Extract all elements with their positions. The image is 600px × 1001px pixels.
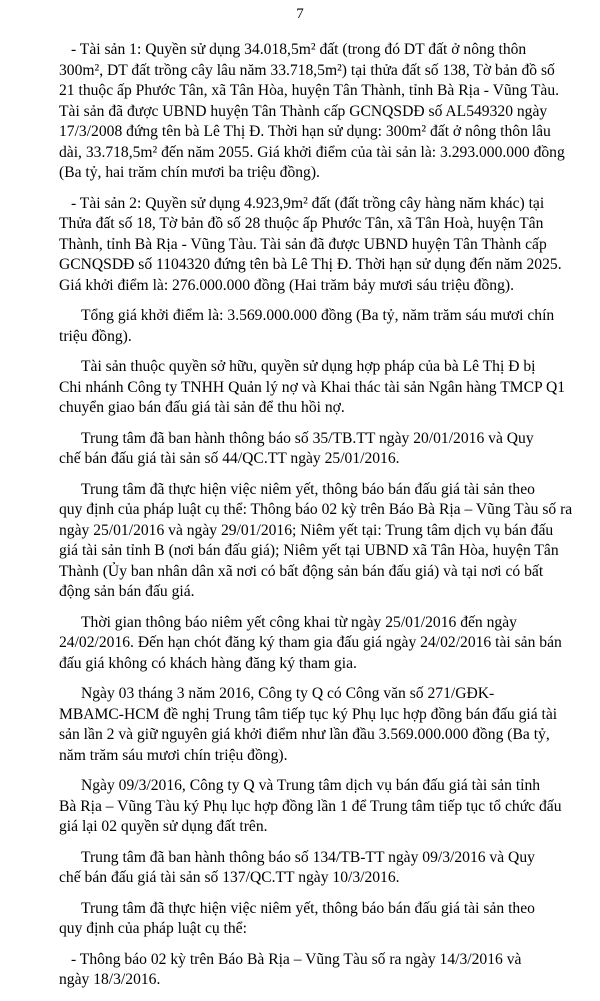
text-line: chuyển giao bán đấu giá tài sản để thu hồi nợ.: [59, 399, 345, 416]
text-line: Ngày 03 tháng 3 năm 2016, Công ty Q có Công văn số 271/GĐK-: [81, 685, 495, 702]
paragraph-newspaper-notice: [59, 950, 562, 991]
paragraph-ownership: [59, 357, 566, 419]
paragraph-posting-2: [59, 899, 562, 940]
text-line: động sản bán đấu giá.: [59, 583, 195, 600]
paragraph-appendix-1: [59, 776, 562, 838]
text-line: 21 thuộc ấp Phước Tân, xã Tân Hòa, huyện Tân Thành, tỉnh Bà Rịa - Vũng Tàu.: [59, 82, 560, 99]
paragraph-posting-period: [59, 613, 562, 675]
text-line: năm trăm sáu mươi chín triệu đồng).: [59, 746, 288, 764]
text-line: Giá khởi điểm là: 276.000.000 đồng (Hai trăm bảy mươi sáu triệu đồng).: [59, 276, 514, 294]
text-line: chế bán đấu giá tài sản số 137/QC.TT ngày 10/3/2016.: [59, 869, 400, 886]
text-line: Thành (Ủy ban nhân dân xã nơi có bất động sản bán đấu giá) và tại nơi có bất: [59, 562, 544, 580]
text-line: sản lần 2 và giữ nguyên giá khởi điểm như lần đầu 3.569.000.000 đồng (Ba tỷ,: [59, 726, 550, 743]
paragraph-asset-2: [59, 194, 562, 297]
text-line: ngày 18/3/2016.: [59, 971, 161, 988]
text-line: ngày 25/01/2016 và ngày 29/01/2016; Niêm yết tại: Trung tâm dịch vụ bán đấu: [59, 521, 554, 539]
text-line: Trung tâm đã ban hành thông báo số 134/TB-TT ngày 09/3/2016 và Quy: [81, 848, 535, 866]
text-line: quy định của pháp luật cụ thể: Thông báo 02 kỳ trên Báo Bà Rịa – Vũng Tàu số ra: [59, 501, 573, 518]
paragraph-posting-1: [59, 480, 573, 603]
paragraph-notice-35: [59, 429, 562, 470]
paragraph-notice-134: [59, 848, 562, 889]
text-line: - Thông báo 02 kỳ trên Báo Bà Rịa – Vũng Tàu số ra ngày 14/3/2016 và: [71, 950, 522, 968]
text-line: GCNQSDĐ số 1104320 đứng tên bà Lê Thị Đ. Thời hạn sử dụng đến năm 2025.: [59, 256, 562, 273]
text-line: dài, 33.718,5m² đến năm 2055. Giá khởi điểm của tài sản là: 3.293.000.000 đồng: [59, 143, 565, 161]
text-line: quy định của pháp luật cụ thể:: [59, 920, 247, 937]
text-line: 300m², DT đất trồng cây lâu năm 33.718,5m²) tại thửa đất số 138, Tờ bản đồ số: [59, 61, 555, 79]
text-line: Bà Rịa – Vũng Tàu ký Phụ lục hợp đồng lần 1 để Trung tâm tiếp tục tổ chức đấu: [59, 797, 562, 815]
paragraph-dispatch-271: [59, 684, 562, 766]
text-line: (Ba tỷ, hai trăm chín mươi ba triệu đồng).: [59, 164, 320, 181]
text-line: giá tài sản tỉnh B (nơi bán đấu giá); Niêm yết tại UBND xã Tân Hòa, huyện Tân: [59, 542, 559, 559]
paragraph-total-price: [59, 306, 562, 347]
document-body: [59, 40, 573, 1001]
text-line: đấu giá không có khách hàng đăng ký tham gia.: [59, 654, 357, 672]
text-line: Tổng giá khởi điểm là: 3.569.000.000 đồng (Ba tỷ, năm trăm sáu mươi chín: [81, 307, 555, 324]
text-line: giá lại 02 quyền sử dụng đất trên.: [59, 818, 268, 835]
text-line: chế bán đấu giá tài sản số 44/QC.TT ngày 25/01/2016.: [59, 450, 400, 467]
text-line: 24/02/2016. Đến hạn chót đăng ký tham gia đấu giá ngày 24/02/2016 tài sản bán: [59, 634, 562, 651]
paragraph-asset-1: [59, 40, 565, 184]
text-line: MBAMC-HCM đề nghị Trung tâm tiếp tục ký Phụ lục hợp đồng bán đấu giá tài: [59, 705, 558, 723]
text-line: Trung tâm đã thực hiện việc niêm yết, thông báo bán đấu giá tài sản theo: [81, 480, 535, 498]
page-number: 7: [296, 6, 304, 22]
text-line: Tài sản thuộc quyền sở hữu, quyền sử dụng hợp pháp của bà Lê Thị Đ bị: [81, 358, 536, 375]
text-line: Thời gian thông báo niêm yết công khai từ ngày 25/01/2016 đến ngày: [81, 613, 517, 631]
text-line: triệu đồng).: [59, 327, 132, 345]
text-line: Trung tâm đã ban hành thông báo số 35/TB.TT ngày 20/01/2016 và Quy: [81, 429, 534, 447]
text-line: Thửa đất số 18, Tờ bản đồ số 28 thuộc ấp Phước Tân, xã Tân Hoà, huyện Tân: [59, 215, 544, 232]
text-line: - Tài sản 1: Quyền sử dụng 34.018,5m² đất (trong đó DT đất ở nông thôn: [71, 41, 527, 58]
text-line: Ngày 09/3/2016, Công ty Q và Trung tâm dịch vụ bán đấu giá tài sản tỉnh: [81, 777, 541, 794]
text-line: 17/3/2008 đứng tên bà Lê Thị Đ. Thời hạn sử dụng: 300m² đất ở nông thôn lâu: [59, 123, 551, 140]
text-line: Trung tâm đã thực hiện việc niêm yết, thông báo bán đấu giá tài sản theo: [81, 899, 535, 917]
text-line: - Tài sản 2: Quyền sử dụng 4.923,9m² đất (đất trồng cây hàng năm khác) tại: [71, 194, 545, 212]
text-line: Tài sản đã được UBND huyện Tân Thành cấp GCNQSDĐ số AL549320 ngày: [59, 102, 548, 120]
text-line: Thành, tỉnh Bà Rịa - Vũng Tàu. Tài sản đã được UBND huyện Tân Thành cấp: [59, 235, 547, 253]
text-line: Chi nhánh Công ty TNHH Quản lý nợ và Khai thác tài sản Ngân hàng TMCP Q1: [59, 378, 566, 396]
